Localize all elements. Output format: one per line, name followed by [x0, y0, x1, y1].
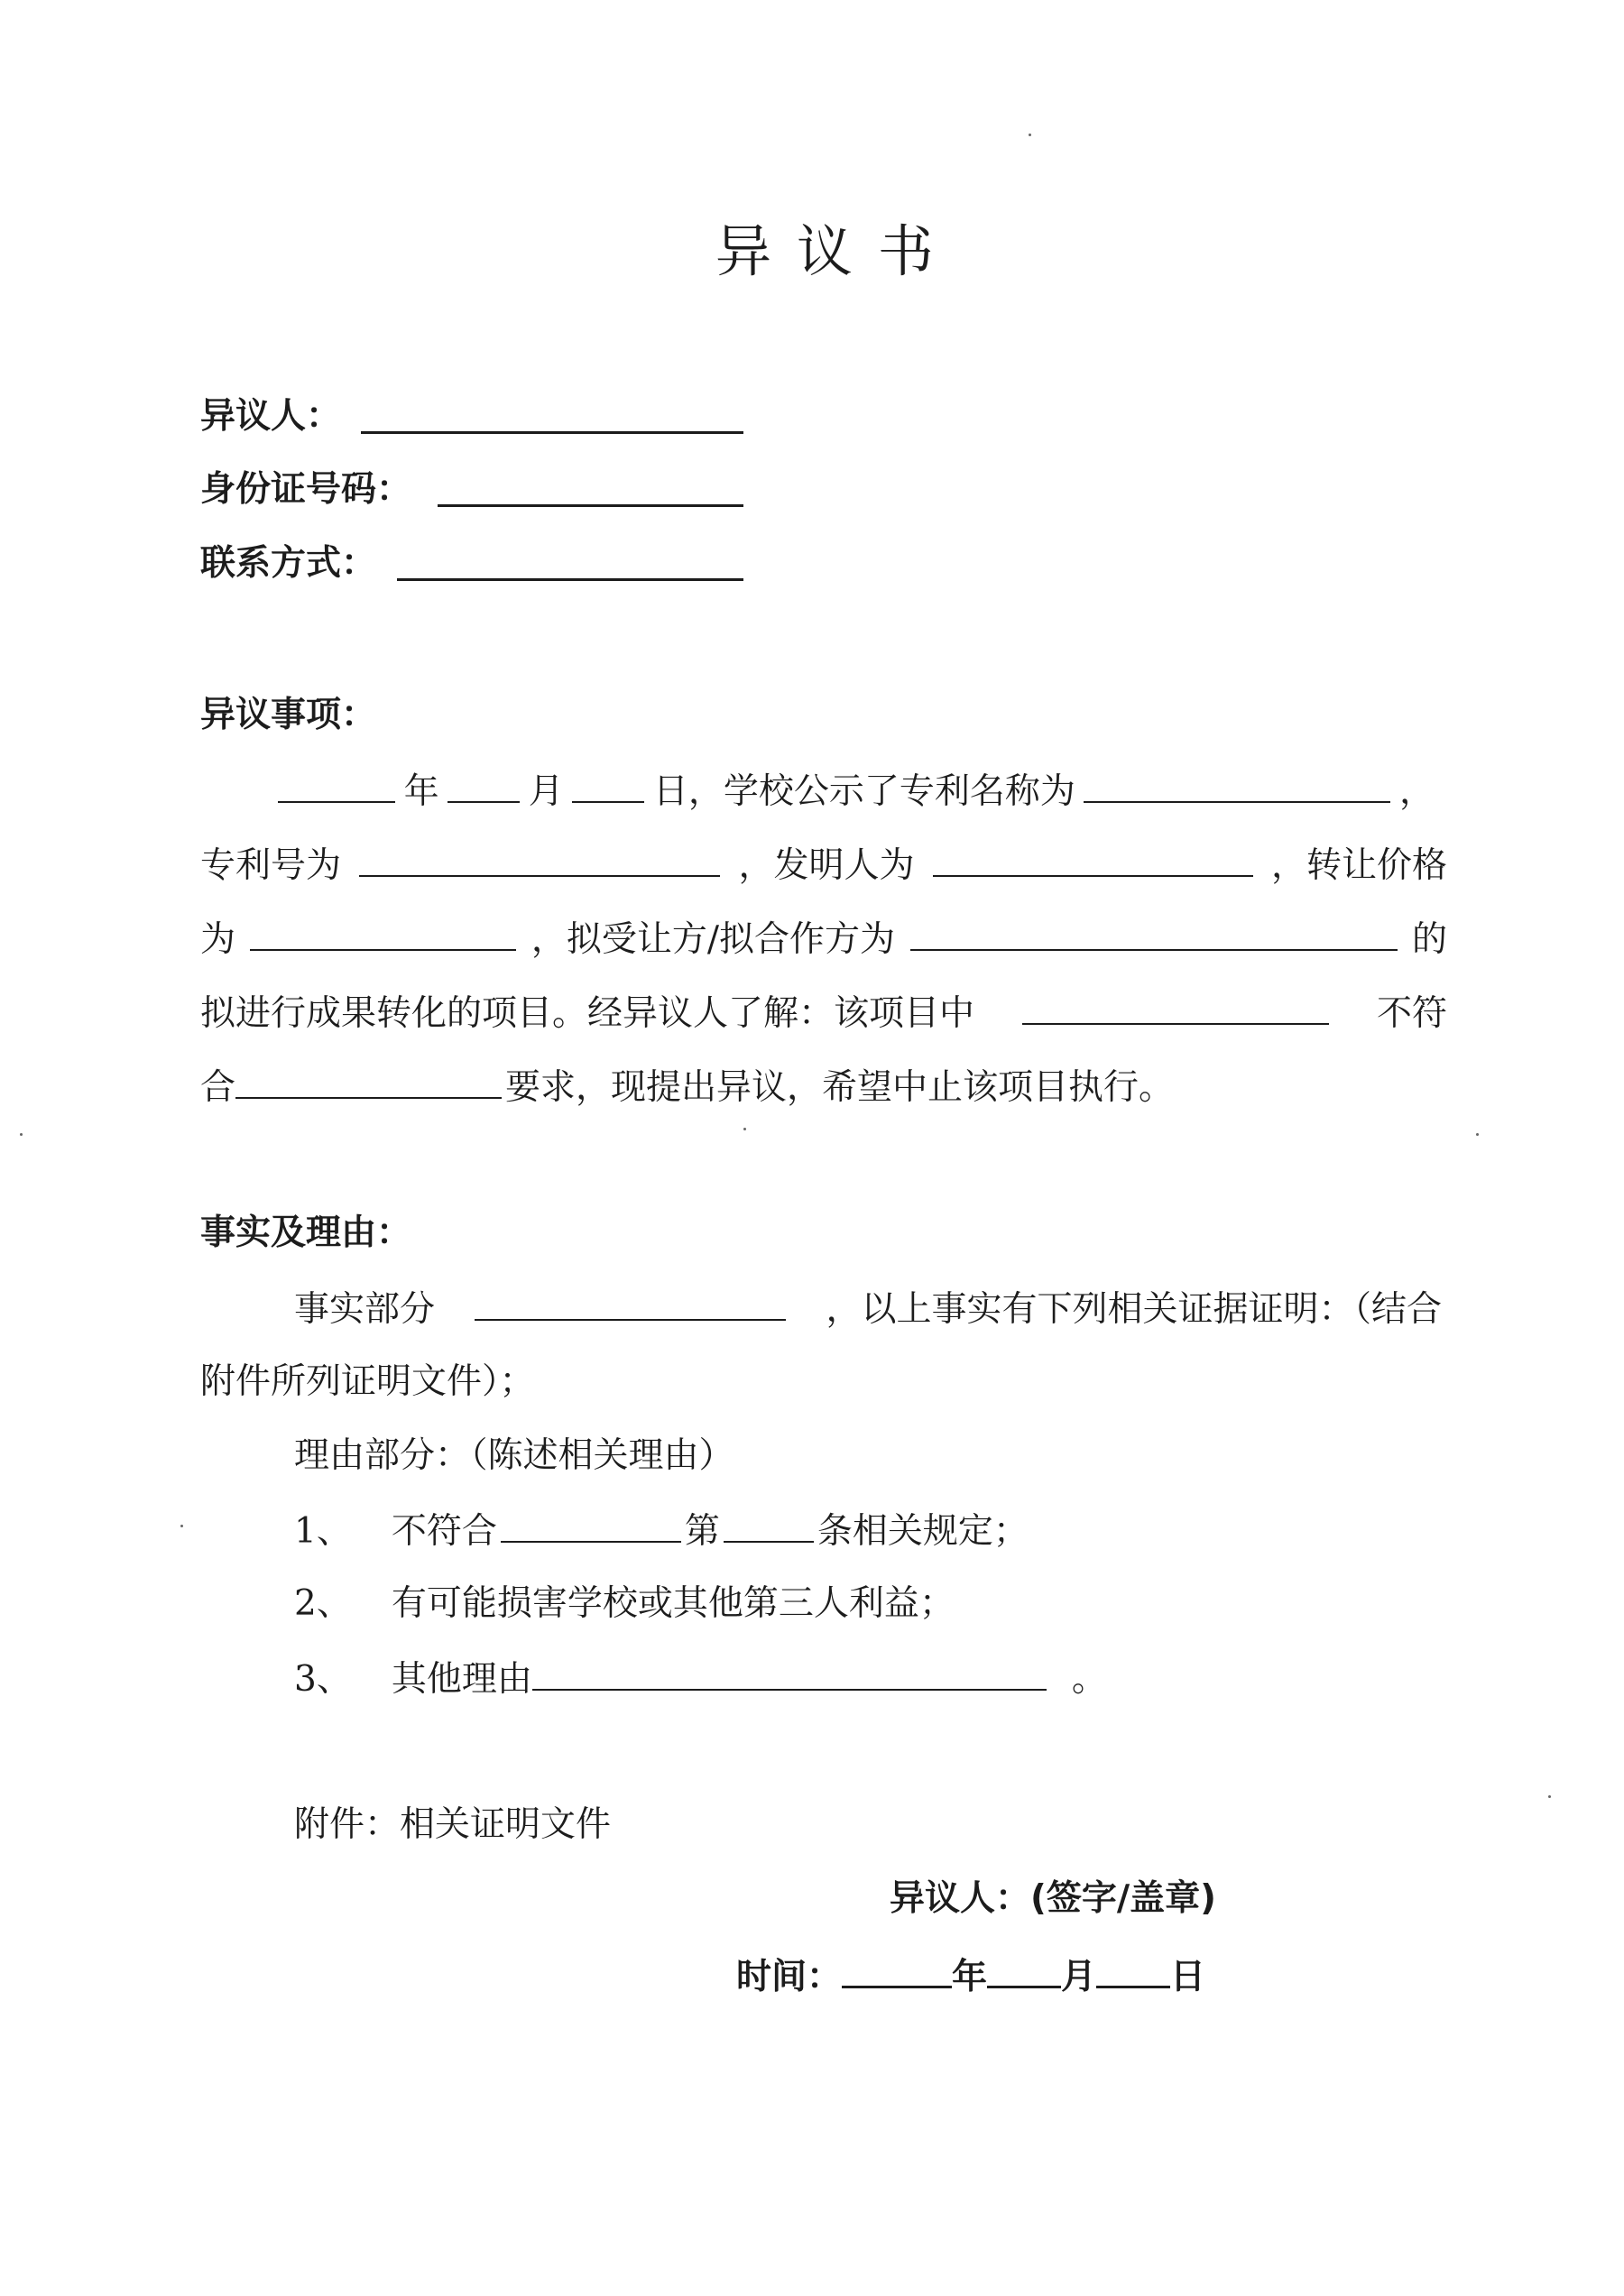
objector-field[interactable]	[361, 431, 743, 434]
inventor-label: ，发明人为	[738, 845, 915, 886]
scan-speck	[180, 1525, 183, 1527]
day-blank[interactable]	[572, 772, 644, 803]
signature-date	[736, 1955, 1205, 1995]
facts-blank[interactable]	[475, 1290, 786, 1321]
item-text: 有可能损害学校或其他第三人利益；	[391, 1583, 955, 1624]
signature-year-blank[interactable]	[842, 1955, 952, 1988]
price-label: ，转让价格	[1270, 845, 1447, 886]
contact-field[interactable]	[397, 578, 743, 581]
scan-speck	[20, 1133, 23, 1136]
facts-label: 事实部分	[294, 1289, 436, 1330]
signature-month-blank[interactable]	[987, 1955, 1061, 1988]
matters-heading: 异议事项：	[200, 695, 377, 735]
price-label-cont: 为	[200, 919, 236, 960]
year-text: 年	[952, 1957, 988, 1997]
inventor-blank[interactable]	[933, 846, 1253, 877]
patent-number-label: 专利号为	[200, 845, 342, 886]
patent-name-blank[interactable]	[1084, 772, 1390, 803]
day-text: 日	[1170, 1957, 1206, 1997]
requirement-blank[interactable]	[235, 1068, 502, 1099]
matters-line-5	[200, 1067, 1175, 1108]
reason-heading: 理由部分：（陈述相关理由）	[294, 1435, 734, 1476]
regulation-blank[interactable]	[501, 1512, 681, 1543]
article-blank[interactable]	[724, 1512, 814, 1543]
matters-line-3	[200, 919, 1447, 960]
item-number: 2、	[294, 1583, 352, 1624]
assignee-suffix: 的	[1411, 919, 1447, 960]
id-number-field[interactable]	[438, 504, 743, 507]
day-text: 日，学校公示了专利名称为	[652, 771, 1075, 812]
scan-speck	[743, 1128, 746, 1130]
page-title: 异议书	[715, 218, 959, 284]
matters-line-1	[278, 771, 1435, 812]
contact-label: 联系方式：	[200, 543, 377, 584]
compliance-prefix: 合	[200, 1067, 236, 1108]
assignee-blank[interactable]	[910, 920, 1398, 951]
other-reason-blank[interactable]	[532, 1660, 1047, 1691]
year-text: 年	[403, 771, 439, 812]
item-text: 。	[1071, 1659, 1107, 1700]
item-text: 条相关规定；	[817, 1511, 1029, 1552]
item-text: 不符合	[391, 1511, 497, 1552]
patent-number-blank[interactable]	[359, 846, 720, 877]
comma-text: ，	[1398, 771, 1435, 812]
price-blank[interactable]	[250, 920, 516, 951]
reason-item-2	[294, 1583, 955, 1624]
signature-label: 异议人：(签字/盖章)	[890, 1878, 1216, 1919]
attachment-note: 附件：相关证明文件	[294, 1804, 612, 1845]
noncompliance-text: 不符	[1376, 993, 1447, 1034]
objector-label: 异议人：	[200, 396, 342, 437]
reason-item-3	[294, 1659, 1107, 1700]
evidence-text: ，以上事实有下列相关证据证明：（结合	[826, 1289, 1442, 1330]
year-blank[interactable]	[278, 772, 395, 803]
facts-line-2: 附件所列证明文件）；	[200, 1361, 535, 1402]
signature-day-blank[interactable]	[1096, 1955, 1170, 1988]
scan-speck	[1029, 134, 1031, 136]
item-number: 3、	[294, 1659, 352, 1700]
noncompliance-blank[interactable]	[1022, 994, 1329, 1025]
facts-heading: 事实及理由：	[200, 1213, 412, 1253]
scan-speck	[1476, 1133, 1479, 1136]
matters-line-4	[200, 993, 1447, 1034]
id-number-label: 身份证号码：	[200, 469, 412, 510]
objection-text: 要求，现提出异议，希望中止该项目执行。	[505, 1067, 1175, 1108]
item-text: 其他理由	[391, 1659, 532, 1700]
month-text: 月	[1061, 1957, 1097, 1997]
time-label: 时间：	[736, 1957, 843, 1997]
project-text: 拟进行成果转化的项目。经异议人了解：该项目中	[200, 993, 975, 1034]
scan-speck	[1548, 1795, 1551, 1798]
item-text: 第	[684, 1511, 720, 1552]
item-number: 1、	[294, 1511, 352, 1552]
matters-line-2	[200, 845, 1447, 886]
reason-item-1	[294, 1511, 1029, 1552]
facts-line-1	[294, 1289, 1442, 1330]
month-blank[interactable]	[448, 772, 520, 803]
assignee-label: ，拟受让方/拟合作方为	[531, 919, 896, 960]
month-text: 月	[528, 771, 564, 812]
